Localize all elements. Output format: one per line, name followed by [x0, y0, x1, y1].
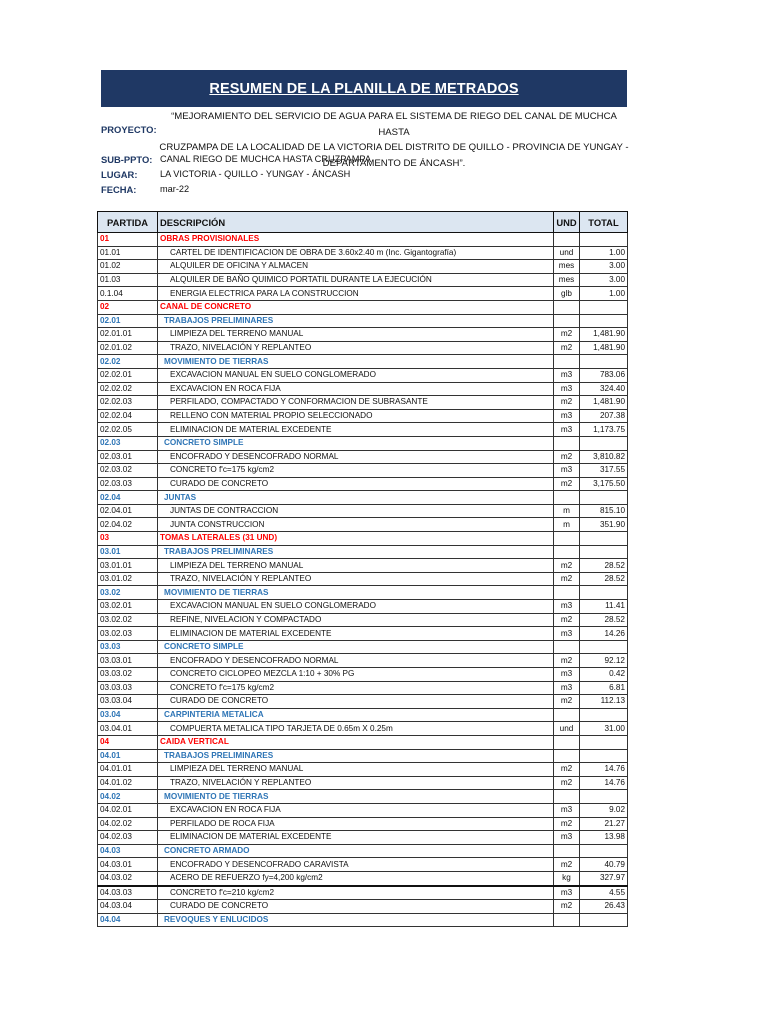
total-cell: 783.06 — [580, 368, 628, 382]
und-cell: m3 — [554, 831, 580, 845]
table-row — [98, 886, 628, 900]
descripcion-cell: CANAL DE CONCRETO — [158, 300, 554, 314]
und-cell: m2 — [554, 776, 580, 790]
und-cell: kg — [554, 871, 580, 885]
partida-cell: 04 — [98, 735, 158, 749]
descripcion-cell: CONCRETO f'c=175 kg/cm2 — [158, 681, 554, 695]
total-cell — [580, 436, 628, 450]
total-cell: 1,481.90 — [580, 341, 628, 355]
descripcion-cell: LIMPIEZA DEL TERRENO MANUAL — [158, 559, 554, 573]
total-cell — [580, 749, 628, 763]
total-cell: 13.98 — [580, 831, 628, 845]
table-row — [98, 396, 628, 410]
partida-cell: 04.02.01 — [98, 803, 158, 817]
descripcion-cell: ELIMINACION DE MATERIAL EXCEDENTE — [158, 831, 554, 845]
total-cell — [580, 300, 628, 314]
table-row — [98, 545, 628, 559]
total-cell: 28.52 — [580, 572, 628, 586]
partida-cell: 02.01.01 — [98, 328, 158, 342]
partida-cell: 03.03.04 — [98, 695, 158, 709]
und-cell — [554, 790, 580, 804]
table-row — [98, 900, 628, 914]
total-cell — [580, 314, 628, 328]
total-cell: 28.52 — [580, 559, 628, 573]
partida-cell: 04.03.04 — [98, 900, 158, 914]
und-cell: m2 — [554, 341, 580, 355]
table-row — [98, 450, 628, 464]
total-cell: 1.00 — [580, 287, 628, 301]
table-row — [98, 640, 628, 654]
table-row — [98, 613, 628, 627]
und-cell: m3 — [554, 382, 580, 396]
partida-cell: 04.01 — [98, 749, 158, 763]
descripcion-cell: CAIDA VERTICAL — [158, 735, 554, 749]
und-cell: und — [554, 246, 580, 260]
lugar-label: LUGAR: — [101, 169, 138, 180]
table-row — [98, 246, 628, 260]
table-row — [98, 423, 628, 437]
descripcion-cell: MOVIMIENTO DE TIERRAS — [158, 355, 554, 369]
und-cell — [554, 545, 580, 559]
total-cell: 26.43 — [580, 900, 628, 914]
partida-cell: 02.01 — [98, 314, 158, 328]
table-row — [98, 858, 628, 872]
descripcion-cell: CONCRETO CICLOPEO MEZCLA 1:10 + 30% PG — [158, 668, 554, 682]
partida-cell: 03.03.02 — [98, 668, 158, 682]
und-cell — [554, 913, 580, 927]
partida-cell: 02.02.04 — [98, 409, 158, 423]
descripcion-cell: ENCOFRADO Y DESENCOFRADO NORMAL — [158, 654, 554, 668]
fecha-label: FECHA: — [101, 184, 137, 195]
partida-cell: 02.01.02 — [98, 341, 158, 355]
total-cell: 21.27 — [580, 817, 628, 831]
und-cell: m — [554, 504, 580, 518]
descripcion-cell: CARPINTERIA METALICA — [158, 708, 554, 722]
total-cell — [580, 735, 628, 749]
und-cell: m3 — [554, 600, 580, 614]
partida-cell: 03.03 — [98, 640, 158, 654]
total-cell: 3,175.50 — [580, 477, 628, 491]
partida-cell: 03.02.01 — [98, 600, 158, 614]
table-row — [98, 790, 628, 804]
partida-cell: 01.01 — [98, 246, 158, 260]
table-row — [98, 749, 628, 763]
und-cell — [554, 233, 580, 247]
total-cell: 14.76 — [580, 776, 628, 790]
descripcion-cell: TRAZO, NIVELACIÓN Y REPLANTEO — [158, 341, 554, 355]
descripcion-cell: REVOQUES Y ENLUCIDOS — [158, 913, 554, 927]
und-cell: mes — [554, 260, 580, 274]
und-cell: und — [554, 722, 580, 736]
table-row — [98, 260, 628, 274]
table-row — [98, 871, 628, 885]
descripcion-cell: CONCRETO ARMADO — [158, 844, 554, 858]
proyecto-label: PROYECTO: — [101, 124, 157, 135]
und-cell: m3 — [554, 627, 580, 641]
und-cell: m2 — [554, 613, 580, 627]
project-line: DEPARTAMENTO DE ÁNCASH”. — [322, 157, 466, 169]
descripcion-cell: CONCRETO SIMPLE — [158, 436, 554, 450]
descripcion-cell: RELLENO CON MATERIAL PROPIO SELECCIONADO — [158, 409, 554, 423]
table-row — [98, 409, 628, 423]
descripcion-cell: ELIMINACION DE MATERIAL EXCEDENTE — [158, 627, 554, 641]
total-cell: 40.79 — [580, 858, 628, 872]
und-cell — [554, 586, 580, 600]
descripcion-cell: PERFILADO DE ROCA FIJA — [158, 817, 554, 831]
total-cell — [580, 491, 628, 505]
partida-cell: 03.01.01 — [98, 559, 158, 573]
und-cell: m — [554, 518, 580, 532]
und-cell: m2 — [554, 572, 580, 586]
table-row — [98, 681, 628, 695]
table-row — [98, 586, 628, 600]
partida-cell: 03.04.01 — [98, 722, 158, 736]
table-row — [98, 735, 628, 749]
und-cell: m3 — [554, 409, 580, 423]
table-row — [98, 776, 628, 790]
descripcion-cell: EXCAVACION MANUAL EN SUELO CONGLOMERADO — [158, 600, 554, 614]
partida-cell: 02.03 — [98, 436, 158, 450]
descripcion-cell: ALQUILER DE BAÑO QUIMICO PORTATIL DURANTE LA EJECUCIÓN — [158, 273, 554, 287]
total-cell: 92.12 — [580, 654, 628, 668]
partida-cell: 01.03 — [98, 273, 158, 287]
descripcion-cell: JUNTAS DE CONTRACCION — [158, 504, 554, 518]
und-cell — [554, 436, 580, 450]
und-cell: m3 — [554, 668, 580, 682]
partida-cell: 03.04 — [98, 708, 158, 722]
partida-cell: 03 — [98, 532, 158, 546]
descripcion-cell: CARTEL DE IDENTIFICACION DE OBRA DE 3.60x2.40 m (Inc. Gigantografía) — [158, 246, 554, 260]
partida-cell: 01.02 — [98, 260, 158, 274]
table-row — [98, 532, 628, 546]
total-cell: 14.26 — [580, 627, 628, 641]
table-row — [98, 817, 628, 831]
descripcion-cell: LIMPIEZA DEL TERRENO MANUAL — [158, 763, 554, 777]
table-row — [98, 831, 628, 845]
partida-cell: 0.1.04 — [98, 287, 158, 301]
table-row — [98, 668, 628, 682]
descripcion-cell: TRABAJOS PRELIMINARES — [158, 749, 554, 763]
descripcion-cell: TRAZO, NIVELACIÓN Y REPLANTEO — [158, 572, 554, 586]
header-und: UND — [554, 212, 580, 233]
total-cell: 1,173.75 — [580, 423, 628, 437]
descripcion-cell: ENCOFRADO Y DESENCOFRADO NORMAL — [158, 450, 554, 464]
partida-cell: 04.02.02 — [98, 817, 158, 831]
partida-cell: 04.03.03 — [98, 886, 158, 900]
table-header-row — [98, 212, 628, 233]
und-cell — [554, 735, 580, 749]
partida-cell: 02.03.02 — [98, 464, 158, 478]
descripcion-cell: COMPUERTA METALICA TIPO TARJETA DE 0.65m X 0.25m — [158, 722, 554, 736]
table-row — [98, 273, 628, 287]
table-row — [98, 518, 628, 532]
total-cell: 351.90 — [580, 518, 628, 532]
descripcion-cell: CONCRETO f'c=210 kg/cm2 — [158, 886, 554, 900]
und-cell — [554, 300, 580, 314]
table-row — [98, 722, 628, 736]
descripcion-cell: ALQUILER DE OFICINA Y ALMACEN — [158, 260, 554, 274]
table-row — [98, 328, 628, 342]
total-cell — [580, 233, 628, 247]
und-cell: m2 — [554, 763, 580, 777]
partida-cell: 03.01 — [98, 545, 158, 559]
table-row — [98, 627, 628, 641]
descripcion-cell: TRABAJOS PRELIMINARES — [158, 545, 554, 559]
total-cell — [580, 708, 628, 722]
descripcion-cell: PERFILADO, COMPACTADO Y CONFORMACION DE SUBRASANTE — [158, 396, 554, 410]
partida-cell: 01 — [98, 233, 158, 247]
total-cell: 327.97 — [580, 871, 628, 885]
table-row — [98, 504, 628, 518]
partida-cell: 04.01.02 — [98, 776, 158, 790]
partida-cell: 02.02.05 — [98, 423, 158, 437]
und-cell: mes — [554, 273, 580, 287]
fecha-value: mar-22 — [160, 184, 190, 194]
table-row — [98, 300, 628, 314]
total-cell — [580, 545, 628, 559]
und-cell: m2 — [554, 817, 580, 831]
table-row — [98, 763, 628, 777]
total-cell: 1,481.90 — [580, 328, 628, 342]
und-cell: m2 — [554, 328, 580, 342]
partida-cell: 03.02.03 — [98, 627, 158, 641]
total-cell: 28.52 — [580, 613, 628, 627]
partida-cell: 04.01.01 — [98, 763, 158, 777]
und-cell — [554, 532, 580, 546]
total-cell: 207.38 — [580, 409, 628, 423]
table-row — [98, 464, 628, 478]
total-cell: 3.00 — [580, 273, 628, 287]
table-row — [98, 708, 628, 722]
metrados-table — [97, 211, 628, 927]
table-row — [98, 913, 628, 927]
total-cell: 324.40 — [580, 382, 628, 396]
und-cell: glb — [554, 287, 580, 301]
subppto-label: SUB-PPTO: — [101, 154, 153, 165]
descripcion-cell: LIMPIEZA DEL TERRENO MANUAL — [158, 328, 554, 342]
table-row — [98, 368, 628, 382]
und-cell: m3 — [554, 464, 580, 478]
total-cell — [580, 844, 628, 858]
und-cell — [554, 355, 580, 369]
und-cell — [554, 844, 580, 858]
total-cell: 3.00 — [580, 260, 628, 274]
total-cell: 112.13 — [580, 695, 628, 709]
table-row — [98, 233, 628, 247]
und-cell — [554, 749, 580, 763]
total-cell: 1,481.90 — [580, 396, 628, 410]
descripcion-cell: EXCAVACION EN ROCA FIJA — [158, 382, 554, 396]
descripcion-cell: CURADO DE CONCRETO — [158, 695, 554, 709]
table-row — [98, 600, 628, 614]
total-cell: 0.42 — [580, 668, 628, 682]
document-title: RESUMEN DE LA PLANILLA DE METRADOS — [209, 80, 519, 97]
partida-cell: 02.02.01 — [98, 368, 158, 382]
lugar-value: LA VICTORIA - QUILLO - YUNGAY - ÁNCASH — [160, 169, 351, 179]
partida-cell: 03.01.02 — [98, 572, 158, 586]
descripcion-cell: JUNTA CONSTRUCCION — [158, 518, 554, 532]
und-cell: m2 — [554, 695, 580, 709]
partida-cell: 02.02.02 — [98, 382, 158, 396]
table-row — [98, 436, 628, 450]
table-row — [98, 844, 628, 858]
header-partida: PARTIDA — [98, 212, 158, 233]
total-cell: 815.10 — [580, 504, 628, 518]
descripcion-cell: EXCAVACION EN ROCA FIJA — [158, 803, 554, 817]
descripcion-cell: ACERO DE REFUERZO fy=4,200 kg/cm2 — [158, 871, 554, 885]
total-cell — [580, 790, 628, 804]
header-descripcion: DESCRIPCIÓN — [158, 212, 554, 233]
descripcion-cell: TOMAS LATERALES (31 UND) — [158, 532, 554, 546]
table-row — [98, 382, 628, 396]
und-cell: m2 — [554, 477, 580, 491]
partida-cell: 04.02.03 — [98, 831, 158, 845]
descripcion-cell: CONCRETO SIMPLE — [158, 640, 554, 654]
descripcion-cell: ELIMINACION DE MATERIAL EXCEDENTE — [158, 423, 554, 437]
und-cell: m2 — [554, 559, 580, 573]
total-cell — [580, 913, 628, 927]
descripcion-cell: CURADO DE CONCRETO — [158, 900, 554, 914]
descripcion-cell: JUNTAS — [158, 491, 554, 505]
und-cell — [554, 491, 580, 505]
total-cell: 31.00 — [580, 722, 628, 736]
table-row — [98, 572, 628, 586]
und-cell: m2 — [554, 900, 580, 914]
total-cell: 11.41 — [580, 600, 628, 614]
descripcion-cell: EXCAVACION MANUAL EN SUELO CONGLOMERADO — [158, 368, 554, 382]
total-cell: 1.00 — [580, 246, 628, 260]
project-line: “MEJORAMIENTO DEL SERVICIO DE AGUA PARA EL SISTEMA DE RIEGO DEL CANAL DE MUCHCA HASTA — [171, 111, 617, 138]
partida-cell: 02.03.01 — [98, 450, 158, 464]
total-cell: 9.02 — [580, 803, 628, 817]
und-cell: m3 — [554, 886, 580, 900]
table-row — [98, 355, 628, 369]
partida-cell: 02.04.02 — [98, 518, 158, 532]
total-cell: 6.81 — [580, 681, 628, 695]
partida-cell: 02 — [98, 300, 158, 314]
table-row — [98, 803, 628, 817]
descripcion-cell: MOVIMIENTO DE TIERRAS — [158, 586, 554, 600]
subppto-value: CANAL RIEGO DE MUCHCA HASTA CRUZPAMPA — [160, 154, 371, 164]
table-row — [98, 491, 628, 505]
table-row — [98, 654, 628, 668]
table-row — [98, 559, 628, 573]
project-line: CRUZPAMPA DE LA LOCALIDAD DE LA VICTORIA DEL DISTRITO DE QUILLO - PROVINCIA DE YUNGAY - — [159, 142, 629, 153]
partida-cell: 02.04 — [98, 491, 158, 505]
partida-cell: 03.03.03 — [98, 681, 158, 695]
partida-cell: 04.03 — [98, 844, 158, 858]
table-body — [98, 233, 628, 927]
und-cell — [554, 314, 580, 328]
und-cell — [554, 640, 580, 654]
partida-cell: 02.03.03 — [98, 477, 158, 491]
und-cell: m2 — [554, 654, 580, 668]
und-cell: m2 — [554, 858, 580, 872]
table-row — [98, 477, 628, 491]
descripcion-cell: OBRAS PROVISIONALES — [158, 233, 554, 247]
und-cell — [554, 708, 580, 722]
table-row — [98, 695, 628, 709]
descripcion-cell: TRABAJOS PRELIMINARES — [158, 314, 554, 328]
partida-cell: 04.03.01 — [98, 858, 158, 872]
partida-cell: 02.02 — [98, 355, 158, 369]
partida-cell: 02.04.01 — [98, 504, 158, 518]
table-row — [98, 314, 628, 328]
partida-cell: 03.02 — [98, 586, 158, 600]
total-cell — [580, 586, 628, 600]
total-cell: 4.55 — [580, 886, 628, 900]
partida-cell: 02.02.03 — [98, 396, 158, 410]
partida-cell: 04.03.02 — [98, 871, 158, 885]
descripcion-cell: ENCOFRADO Y DESENCOFRADO CARAVISTA — [158, 858, 554, 872]
total-cell — [580, 355, 628, 369]
und-cell: m3 — [554, 423, 580, 437]
total-cell: 14.76 — [580, 763, 628, 777]
partida-cell: 03.02.02 — [98, 613, 158, 627]
total-cell: 317.55 — [580, 464, 628, 478]
table-row — [98, 341, 628, 355]
descripcion-cell: TRAZO, NIVELACIÓN Y REPLANTEO — [158, 776, 554, 790]
und-cell: m3 — [554, 803, 580, 817]
total-cell — [580, 640, 628, 654]
descripcion-cell: CONCRETO f'c=175 kg/cm2 — [158, 464, 554, 478]
descripcion-cell: CURADO DE CONCRETO — [158, 477, 554, 491]
total-cell — [580, 532, 628, 546]
und-cell: m3 — [554, 681, 580, 695]
und-cell: m3 — [554, 368, 580, 382]
partida-cell: 04.04 — [98, 913, 158, 927]
total-cell: 3,810.82 — [580, 450, 628, 464]
partida-cell: 03.03.01 — [98, 654, 158, 668]
descripcion-cell: ENERGIA ELECTRICA PARA LA CONSTRUCCION — [158, 287, 554, 301]
header-total: TOTAL — [580, 212, 628, 233]
descripcion-cell: MOVIMIENTO DE TIERRAS — [158, 790, 554, 804]
descripcion-cell: REFINE, NIVELACION Y COMPACTADO — [158, 613, 554, 627]
partida-cell: 04.02 — [98, 790, 158, 804]
document-title-bar — [101, 70, 627, 107]
und-cell: m2 — [554, 396, 580, 410]
und-cell: m2 — [554, 450, 580, 464]
table-row — [98, 287, 628, 301]
